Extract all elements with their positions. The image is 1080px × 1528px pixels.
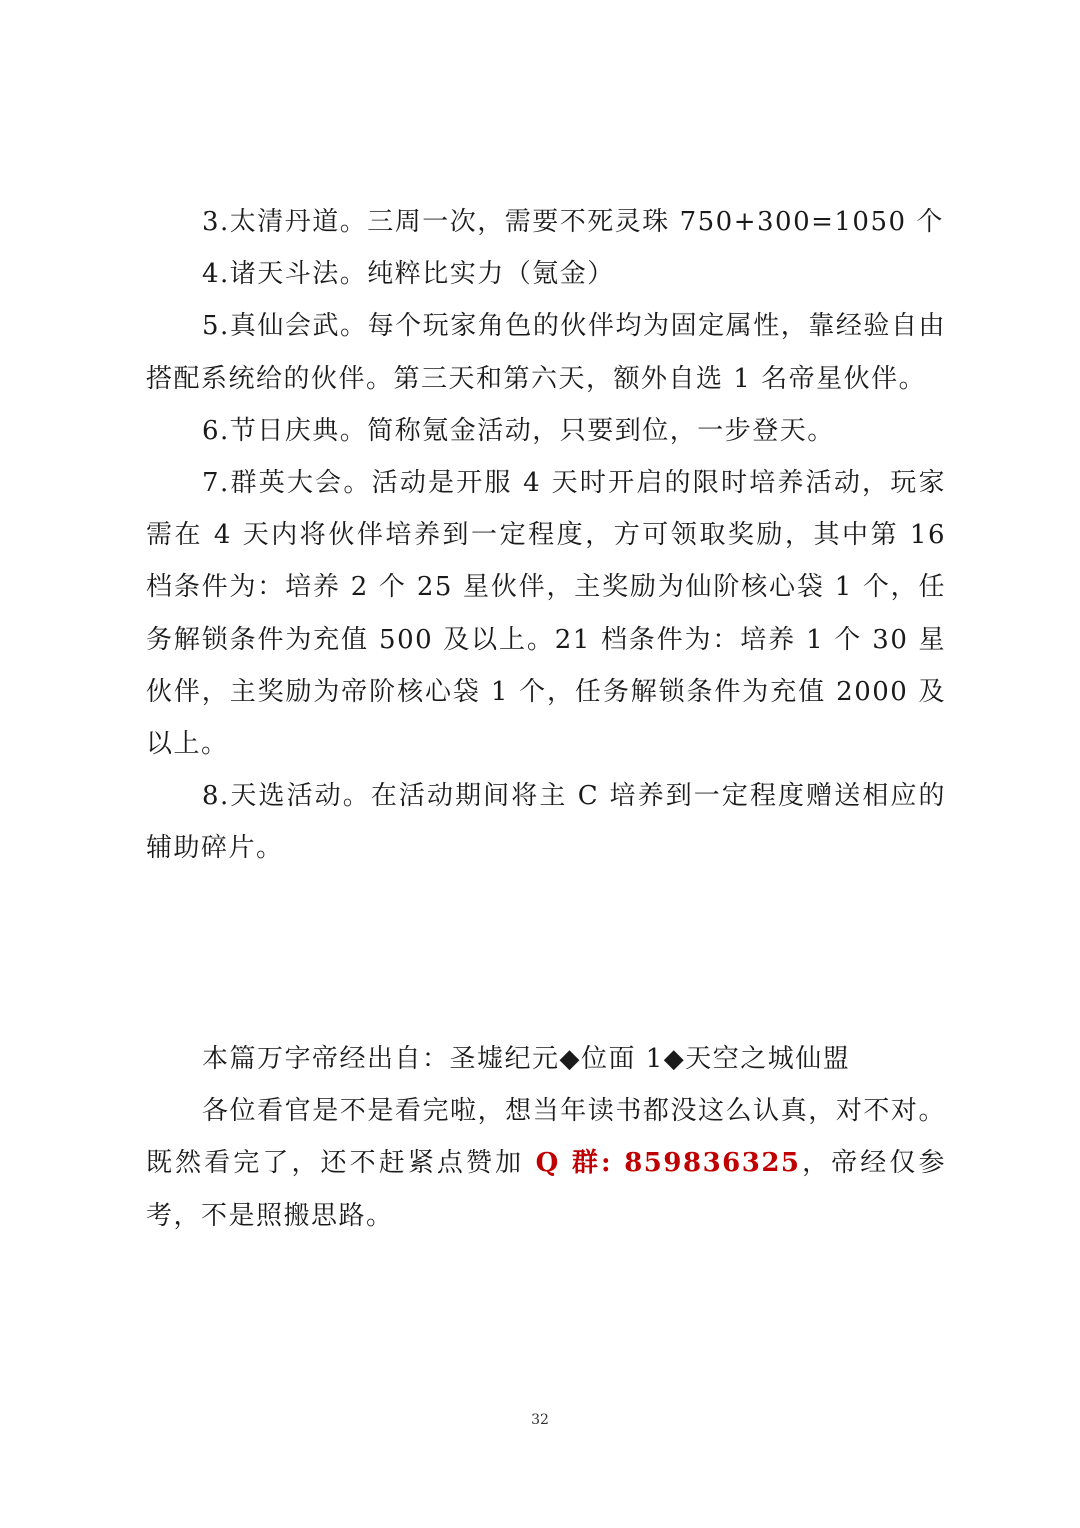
page-number: 32 [531, 1412, 549, 1428]
activity-item-5: 5.真仙会武。每个玩家角色的伙伴均为固定属性，靠经验自由搭配系统给的伙伴。第三天和第六天，额外自选 1 名帝星伙伴。 [146, 311, 946, 394]
activity-item-8: 8.天选活动。在活动期间将主 C 培养到一定程度赠送相应的辅助碎片。 [146, 781, 946, 864]
activity-item-7: 7.群英大会。活动是开服 4 天时开启的限时培养活动，玩家需在 4 天内将伙伴培养到一定程度，方可领取奖励，其中第 16 档条件为：培养 2 个 25 星伙伴，主奖励为仙阶核心袋 1 个，任务解锁条件为充值 500 及以上。21 档条件为：培养 1 个 30 星伙伴，主奖励为帝阶核心袋 1 个，任务解锁条件为充值 2000 及以上。 [146, 468, 946, 760]
closing-paragraph [146, 1085, 946, 1242]
qq-group-number: Q 群: 859836325 [535, 1148, 801, 1179]
closing-text-part2: ，帝经仅参考，不是照搬思路。 [146, 1148, 946, 1231]
activity-item-4: 4.诸天斗法。纯粹比实力（氪金） [202, 259, 615, 290]
activity-item-3: 3.太清丹道。三周一次，需要不死灵珠 750+300=1050 个 [202, 207, 944, 237]
source-line: 本篇万字帝经出自：圣墟纪元◆位面 1◆天空之城仙盟 [202, 1044, 851, 1074]
activity-list [146, 196, 946, 875]
closing-section [146, 1033, 946, 1242]
activity-item-6: 6.节日庆典。简称氪金活动，只要到位，一步登天。 [202, 415, 835, 446]
closing-text-part1: 各位看官是不是看完啦，想当年读书都没这么认真，对不对。既然看完了，还不赶紧点赞加 [146, 1096, 946, 1179]
